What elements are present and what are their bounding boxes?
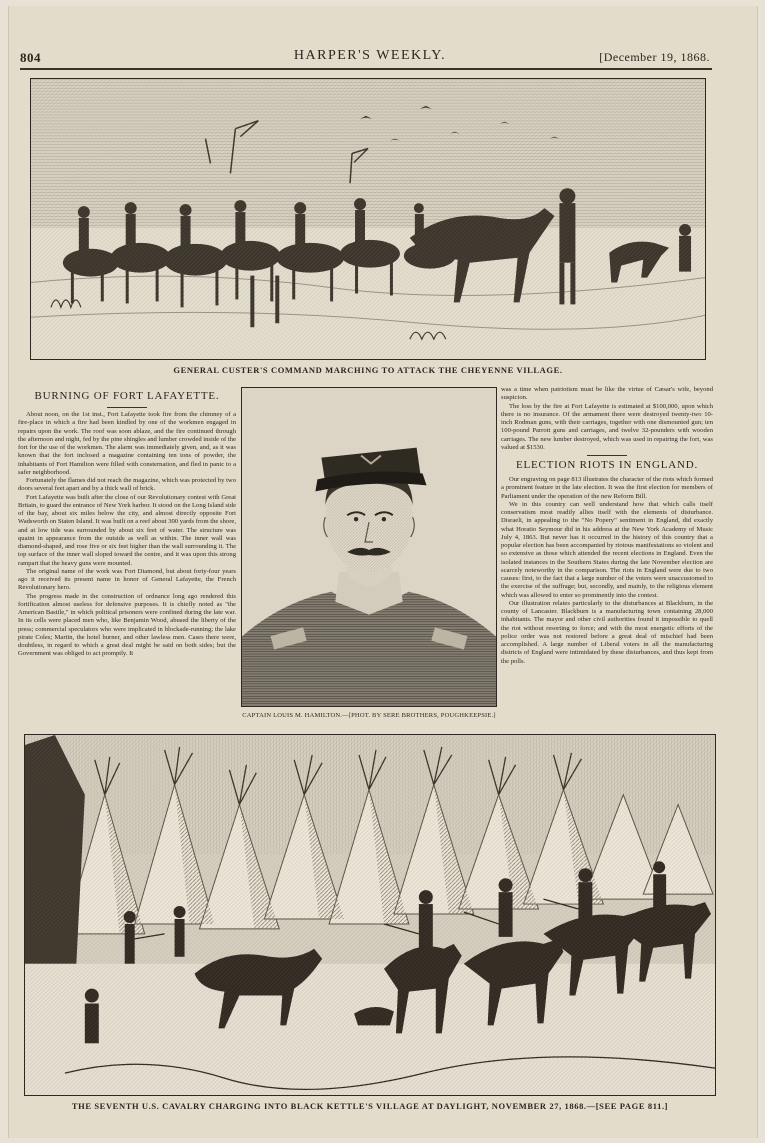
right-article-paragraph: Our illustration relates particularly to the disturbances at Blackburn, in the county of Lancaster. Blackburn is a manufacturing town containing 28,000 inhabitants. The mayor and other civil authorities found it impossible to quell the riot without resorting to force; and with the most energetic efforts of the police order was not restored before a great deal of mischief had been accomplished. A large number of Liberal voters in all the manufacturing districts of England were intimidated by these disturbances, and thus kept from the polls. <box>501 599 713 665</box>
custer-march-engraving <box>30 78 706 360</box>
masthead <box>20 48 710 68</box>
right-article-paragraph: Our engraving on page 813 illustrates the character of the riots which formed a prominent feature in the late election. It was the first election for members of Parliament under the operation of the new Reform Bill. <box>501 476 713 500</box>
left-article-paragraph: The original name of the work was Fort Diamond, but about forty-four years ago it received its present name in honor of General Lafayette, the French Revolutionary hero. <box>18 567 236 592</box>
continued-paragraph: The loss by the fire at Fort Lafayette is estimated at $100,000, upon which there is no insurance. Of the armament there were destroyed twenty-two 10-inch Rodman guns, with their carriages, together with one dismounted gun; ten 100-pound Parrott guns and carriages, and twelve 32-pounders with wooden carriages. The new lumber destroyed, which was used in repairing the fort, was valued at $1530. <box>501 402 713 451</box>
march-illustration <box>31 79 705 359</box>
masthead-rule <box>20 68 712 70</box>
top-illustration-caption: GENERAL CUSTER'S COMMAND MARCHING TO ATTACK THE CHEYENNE VILLAGE. <box>173 365 563 375</box>
left-article-paragraph: Fortunately the flames did not reach the magazine, which was protected by two doors several feet apart and by a thick wall of brick. <box>18 477 236 493</box>
left-article <box>18 388 236 726</box>
page-number: 804 <box>20 50 41 65</box>
portrait-frame <box>241 387 497 707</box>
section-rule <box>587 455 627 456</box>
left-article-paragraph: Fort Lafayette was built after the close of our Revolutionary contest with Great Britain, to guard the entrance of New York harbor. It stood on the Long Island side of the bay, about six miles below the city, and almost directly opposite Fort Wadsworth on Staten Island. It was built on a reef about 300 yards from the shore, and at low tide was surrounded by about six feet of water. The structure was quaint in appearance from the outside as well as within. The inner wall was diamond-shaped, and rose five or six feet higher than the wall surrounding it. The top surface of the inner wall sloped toward the centre, and it was upon this strong rampart that the heavy guns were mounted. <box>18 493 236 567</box>
headline-rule <box>107 407 147 408</box>
right-article-paragraph: We in this country can well understand how that which calls itself conservatism most readily allies itself with the elements of disturbance. Disraeli, in appealing to the "No Popery" sentiment in England, did exactly what Horatio Seymour did in his address at the New York Academy of Music July 4, 1863. But never has it occurred in the history of this country that a popular election has been accompanied by riotous manifestations so violent and so extensive as those which attended the recent elections in England. Even the isolated instances in the Southern States during the late November election are scarcely noteworthy in the comparison. The riots in England were due to two causes: first, to the fact that a large number of the voters were unaccustomed to the exercise of the suffrage; but, secondly, and mainly, to the religious element which was allowed to enter so prominently into the contest. <box>501 500 713 599</box>
left-article-headline: BURNING OF FORT LAFAYETTE. <box>34 390 220 402</box>
right-article-headline: ELECTION RIOTS IN ENGLAND. <box>515 459 699 471</box>
left-article-paragraph: The progress made in the construction of ordnance long ago rendered this fortification almost useless for defensive purposes. It is chiefly noted as "the American Bastile," in which political prisoners were confined during the late war. In its cells were placed men who, like Benjamin Wood, abused the liberty of the press; commercial speculators who were implicated in blockade-running; the lake pirate Coles; Martin, the hotel burner, and other lawless men. Cases there were, doubtless, in regard to which a great deal might be said on both sides; but the Government was obliged to act promptly. It <box>18 592 236 658</box>
village-charge-illustration <box>25 735 715 1095</box>
portrait-illustration <box>242 388 496 706</box>
issue-date: [December 19, 1868. <box>599 50 710 64</box>
publication-title: HARPER'S WEEKLY. <box>293 48 447 63</box>
portrait-caption: CAPTAIN LOUIS M. HAMILTON.—[PHOT. BY SERE BROTHERS, POUGHKEEPSIE.] <box>242 712 496 719</box>
cavalry-charge-engraving <box>24 734 716 1096</box>
right-article <box>501 386 713 724</box>
left-article-paragraph: About noon, on the 1st inst., Fort Lafayette took fire from the chimney of a fire-place in which a fire had been kindled by one of the workmen engaged in repairs upon the work. The roof was soon ablaze, and the fire continued through the afternoon and night, fed by the pine shingles and lumber crowded inside of the fort for the use of the workmen. The alarm was immediately given, and, as it was known that the fort inclosed a magazine containing ten tons of powder, the inhabitants of Fort Hamilton were filled with consternation, and fled in panic to a safer neighborhood. <box>18 411 236 476</box>
continued-paragraph: was a time when patriotism must be like the virtue of Cæsar's wife, beyond suspicion. <box>501 386 713 402</box>
bottom-illustration-caption: THE SEVENTH U.S. CAVALRY CHARGING INTO BLACK KETTLE'S VILLAGE AT DAYLIGHT, NOVEMBER 27, 1868.—[SEE PAGE 811.] <box>71 1101 669 1111</box>
